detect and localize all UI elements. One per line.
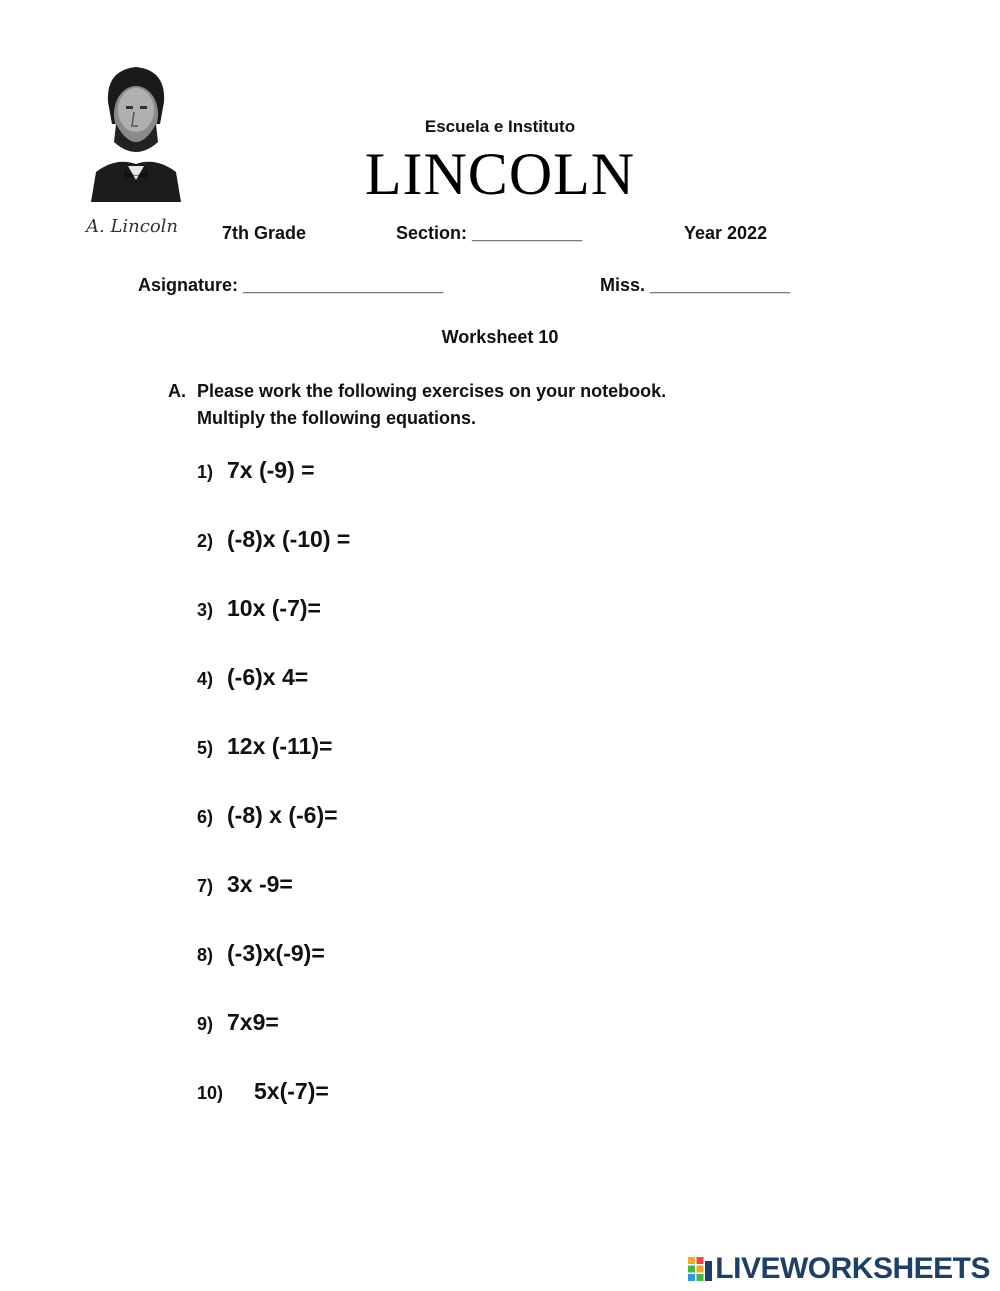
- exercise-equation: 5x(-7)=: [254, 1078, 329, 1104]
- subject-field[interactable]: Asignature: ____________________: [138, 275, 444, 295]
- instruction-line-2: Multiply the following equations.: [197, 408, 476, 428]
- exercise-number: 7): [197, 876, 214, 896]
- year-label: Year 2022: [684, 223, 768, 243]
- exercise-item: [197, 802, 338, 829]
- school-subtitle: Escuela e Instituto: [424, 117, 576, 136]
- exercise-equation: 3x -9=: [227, 871, 293, 897]
- exercise-equation: (-3)x(-9)=: [227, 940, 325, 966]
- exercise-item: [197, 526, 350, 553]
- exercise-equation: 7x (-9) =: [227, 457, 315, 483]
- lincoln-signature-image: [84, 208, 190, 242]
- exercise-item: [197, 595, 321, 622]
- exercise-item: [197, 457, 315, 484]
- exercise-item: [197, 1078, 329, 1105]
- exercise-equation: 10x (-7)=: [227, 595, 321, 621]
- exercise-item: [197, 664, 308, 691]
- school-name: LINCOLN: [364, 141, 636, 207]
- exercise-number: 1): [197, 462, 214, 482]
- exercise-number: 4): [197, 669, 214, 689]
- exercise-number: 2): [197, 531, 214, 551]
- exercise-equation: (-8) x (-6)=: [227, 802, 338, 828]
- exercise-equation: 7x9=: [227, 1009, 279, 1035]
- exercise-number: 9): [197, 1014, 214, 1034]
- exercise-number: 3): [197, 600, 214, 620]
- section-field[interactable]: Section: ___________: [396, 223, 583, 243]
- exercise-item: [197, 871, 293, 898]
- teacher-field[interactable]: Miss. ______________: [600, 275, 791, 295]
- exercise-number: 6): [197, 807, 214, 827]
- exercise-equation: (-6)x 4=: [227, 664, 309, 690]
- worksheet-title: Worksheet 10: [441, 327, 559, 347]
- exercise-number: 5): [197, 738, 214, 758]
- svg-text:A. Lincoln: A. Lincoln: [86, 216, 179, 237]
- exercise-equation: 12x (-11)=: [227, 733, 333, 759]
- brand-name: LIVEWORKSHEETS: [715, 1252, 990, 1285]
- instructions: [168, 378, 666, 432]
- exercise-item: [197, 1009, 279, 1036]
- liveworksheets-logo-icon: [688, 1257, 712, 1281]
- instruction-letter: A.: [168, 381, 186, 401]
- exercise-item: [197, 940, 325, 967]
- instruction-line-1: Please work the following exercises on your notebook.: [197, 381, 667, 401]
- grade-label: 7th Grade: [222, 223, 307, 243]
- exercise-item: [197, 733, 333, 760]
- exercise-equation: (-8)x (-10) =: [227, 526, 351, 552]
- exercise-number: 8): [197, 945, 214, 965]
- exercise-number: 10): [197, 1083, 224, 1103]
- liveworksheets-brand[interactable]: [688, 1253, 990, 1285]
